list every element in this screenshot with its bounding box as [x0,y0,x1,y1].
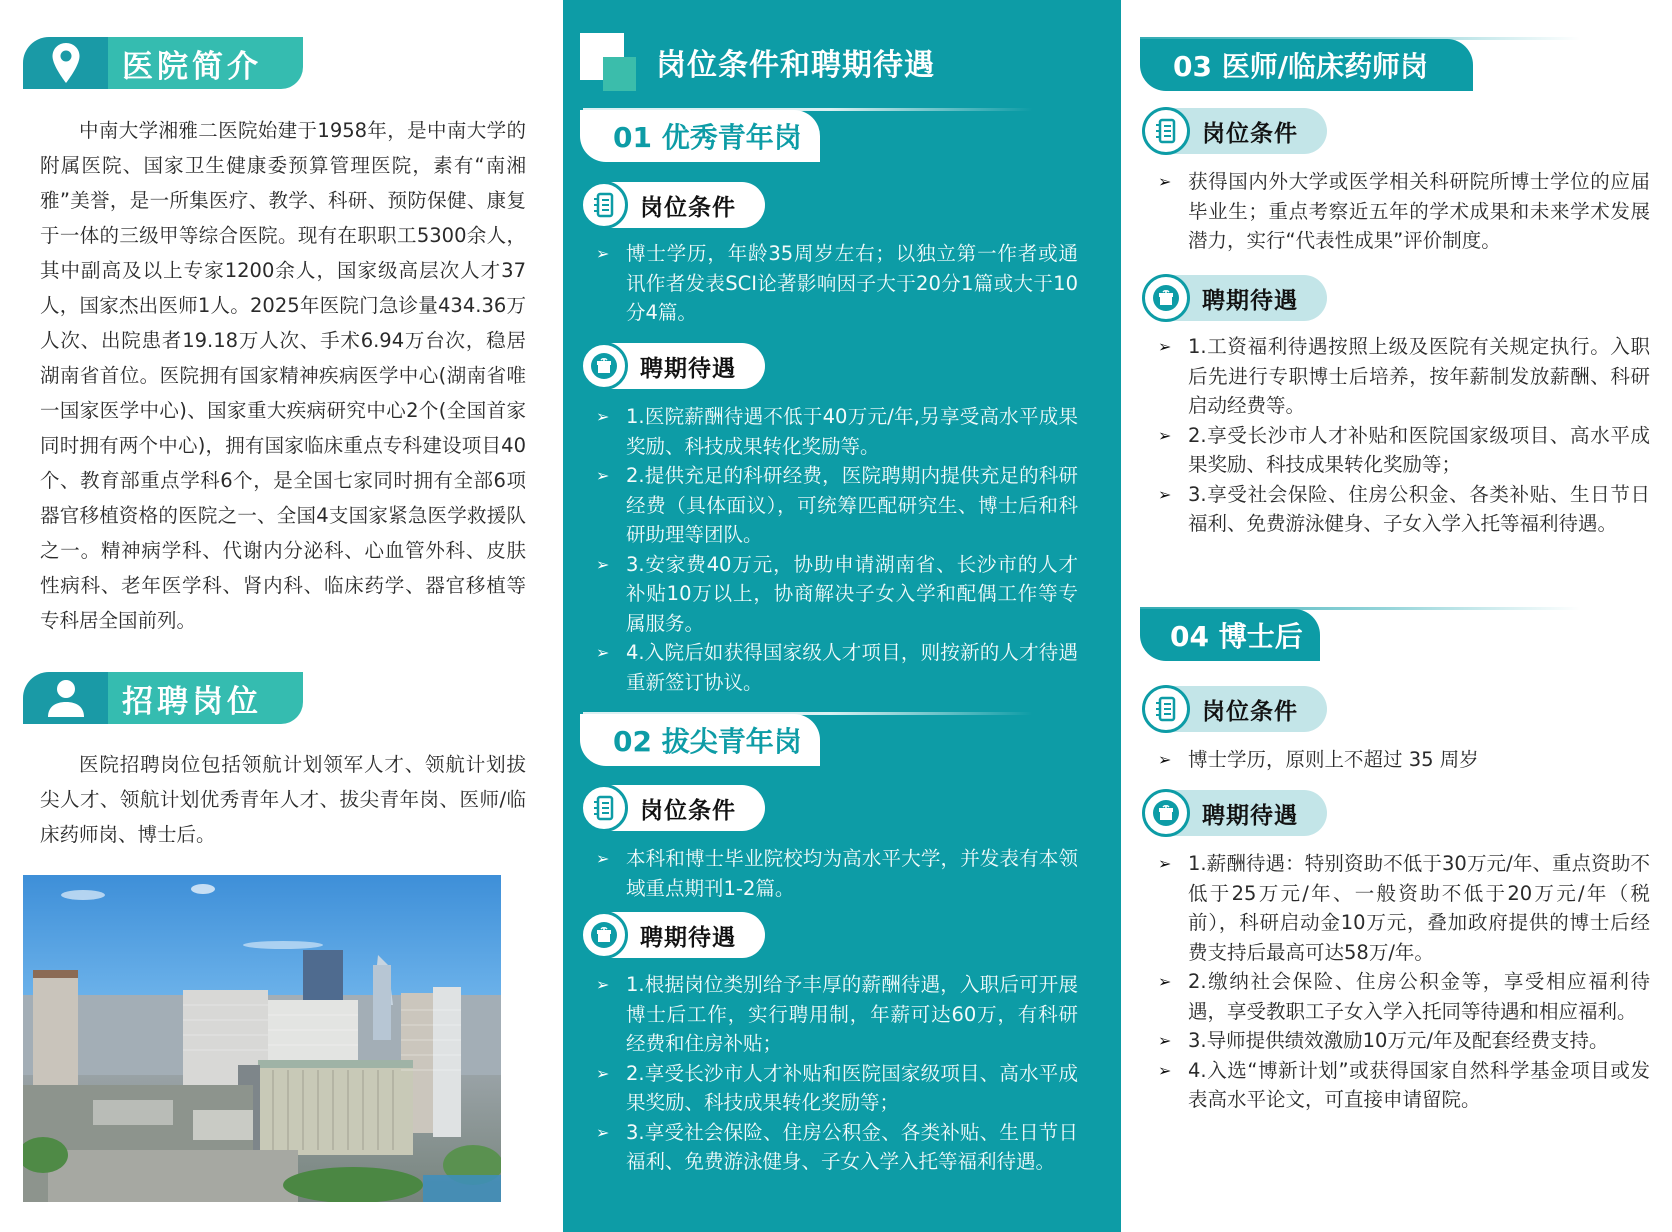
position-header-01 [563,108,1103,162]
conditions-label: 岗位条件 [580,182,765,228]
intro-paragraph: 中南大学湘雅二医院始建于1958年，是中南大学的附属医院、国家卫生健康委预算管理医院，素有“南湘雅”美誉，是一所集医疗、教学、科研、预防保健、康复于一体的三级甲等综合医院。现有在职职工5300余人，其中副高及以上专家1200余人，国家级高层次人才37人，国家杰出医师1人。2025年医院门急诊量434.36万人次、出院患者19.18万人次、手术6.94万台次，稳居湖南省首位。医院拥有国家精神疾病医学中心(湖南省唯一国家医学中心)、国家重大疾病研究中心2个(全国首家同时拥有两个中心)，拥有国家临床重点专科建设项目40个、教育部重点学科6个，是全国七家同时拥有全部6项器官移植资格的医院之一、全国4支国家紧急医学救援队之一。精神病学科、代谢内分泌科、心血管外科、皮肤性病科、老年医学科、肾内科、临床药学、器官移植等专科居全国前列。 [40,119,526,632]
benefits-label: 聘期待遇 [1142,790,1327,836]
list-item: ➢ 博士学历，原则上不超过 35 周岁 [1158,745,1650,775]
conditions-list [1158,167,1650,256]
position-header-02 [563,712,1103,766]
recruit-banner [23,672,303,724]
bullet-arrow-icon: ➢ [596,244,610,263]
hospital-photo [23,875,501,1202]
list-item: ➢ 获得国内外大学或医学相关科研院所博士学位的应届毕业生；重点考察近五年的学术成果和未来学术发展潜力，实行“代表性成果”评价制度。 [1158,167,1650,256]
bullet-arrow-icon: ➢ [1158,1060,1172,1080]
bullet-arrow-icon: ➢ [1158,972,1172,991]
bullet-arrow-icon: ➢ [596,407,610,426]
bullet-arrow-icon: ➢ [596,466,610,485]
bullet-arrow-icon: ➢ [1158,484,1172,504]
benefits-list [1158,332,1650,539]
benefits-list [596,402,1078,697]
list-item: ➢ 2.享受长沙市人才补贴和医院国家级项目、高水平成果奖励、科技成果转化奖励等； [1158,421,1650,480]
bullet-arrow-icon: ➢ [596,643,610,662]
benefits-list [1158,849,1650,1115]
gift-icon [590,352,618,380]
position-header-04 [1120,607,1660,661]
recruit-paragraph: 医院招聘岗位包括领航计划领军人才、领航计划拔尖人才、领航计划优秀青年人才、拔尖青年岗、医师/临床药师岗、博士后。 [40,753,526,846]
list-item: ➢ 1.工资福利待遇按照上级及医院有关规定执行。入职后先进行专职博士后培养，按年薪制发放薪酬、科研启动经费等。 [1158,332,1650,421]
bullet-arrow-icon: ➢ [596,1122,610,1142]
bullet-arrow-icon: ➢ [596,554,610,574]
conditions-label: 岗位条件 [580,785,765,831]
section-title: 岗位条件和聘期待遇 [656,48,935,83]
person-icon [46,678,86,718]
location-pin-icon [51,42,81,84]
list-item: ➢ 4.入选“博新计划”或获得国家自然科学基金项目或发表高水平论文，可直接申请留院。 [1158,1056,1650,1115]
list-item: ➢ 本科和博士毕业院校均为高水平大学，并发表有本领域重点期刊1-2篇。 [596,844,1078,903]
position-title: 01 优秀青年岗 [580,110,820,162]
position-header-03 [1120,37,1660,91]
intro-column [0,0,563,1232]
gift-icon [1152,284,1180,312]
conditions-label: 岗位条件 [1142,686,1327,732]
list-item: ➢ 2.缴纳社会保险、住房公积金等，享受相应福利待遇，享受教职工子女入学入托同等待遇和相应福利。 [1158,967,1650,1026]
list-item: ➢ 3.导师提供绩效激励10万元/年及配套经费支持。 [1158,1026,1650,1056]
benefits-label: 聘期待遇 [580,912,765,958]
list-item: ➢ 3.享受社会保险、住房公积金、各类补贴、生日节日福利、免费游泳健身、子女入学入托等福利待遇。 [1158,480,1650,539]
positions-panel-right [1121,0,1672,1232]
notebook-icon [1152,695,1180,723]
intro-banner [23,37,303,89]
list-item: ➢ 1.薪酬待遇：特别资助不低于30万元/年、重点资助不低于25万元/年、一般资助不低于20万元/年（税前），科研启动金10万元，叠加政府提供的博士后经费支持后最高可达58万/年。 [1158,849,1650,967]
notebook-icon [1152,117,1180,145]
positions-panel-mid [563,0,1121,1232]
bullet-arrow-icon: ➢ [596,975,610,994]
intro-title: 医院简介 [108,37,303,89]
notebook-icon [590,794,618,822]
conditions-list [596,844,1078,903]
conditions-list [596,239,1078,328]
list-item: ➢ 2.提供充足的科研经费，医院聘期内提供充足的科研经费（具体面议），可统筹匹配研究生、博士后和科研助理等团队。 [596,461,1078,550]
bullet-arrow-icon: ➢ [1158,172,1172,191]
list-item: ➢ 1.根据岗位类别给予丰厚的薪酬待遇，入职后可开展博士后工作，实行聘用制，年薪可达60万，有科研经费和住房补贴； [596,970,1078,1059]
benefits-label: 聘期待遇 [580,343,765,389]
bullet-arrow-icon: ➢ [1158,1031,1172,1050]
bullet-arrow-icon: ➢ [1158,854,1172,873]
conditions-list [1158,745,1650,775]
list-item: ➢ 博士学历，年龄35周岁左右；以独立第一作者或通讯作者发表SCI论著影响因子大于20分1篇或大于10分4篇。 [596,239,1078,328]
position-title: 03 医师/临床药师岗 [1140,39,1473,91]
hospital-skyline-illustration [23,875,501,1202]
list-item: ➢ 4.入院后如获得国家级人才项目，则按新的人才待遇重新签订协议。 [596,638,1078,697]
list-item: ➢ 3.安家费40万元，协助申请湖南省、长沙市的人才补贴10万以上，协商解决子女入学和配偶工作等专属服务。 [596,550,1078,639]
notebook-icon [590,191,618,219]
position-title: 02 拔尖青年岗 [580,714,820,766]
bullet-arrow-icon: ➢ [596,849,610,868]
benefits-list [596,970,1078,1177]
position-title: 04 博士后 [1140,609,1320,661]
bullet-arrow-icon: ➢ [1158,750,1172,769]
gift-icon [590,921,618,949]
bullet-arrow-icon: ➢ [596,1063,610,1083]
conditions-label: 岗位条件 [1142,108,1327,154]
bullet-arrow-icon: ➢ [1158,337,1172,356]
list-item: ➢ 1.医院薪酬待遇不低于40万元/年,另享受高水平成果奖励、科技成果转化奖励等。 [596,402,1078,461]
overlapping-squares-icon [580,33,636,91]
list-item: ➢ 2.享受长沙市人才补贴和医院国家级项目、高水平成果奖励、科技成果转化奖励等； [596,1059,1078,1118]
gift-icon [1152,799,1180,827]
bullet-arrow-icon: ➢ [1158,425,1172,445]
list-item: ➢ 3.享受社会保险、住房公积金、各类补贴、生日节日福利、免费游泳健身、子女入学入托等福利待遇。 [596,1118,1078,1177]
recruit-title: 招聘岗位 [108,672,303,724]
benefits-label: 聘期待遇 [1142,275,1327,321]
